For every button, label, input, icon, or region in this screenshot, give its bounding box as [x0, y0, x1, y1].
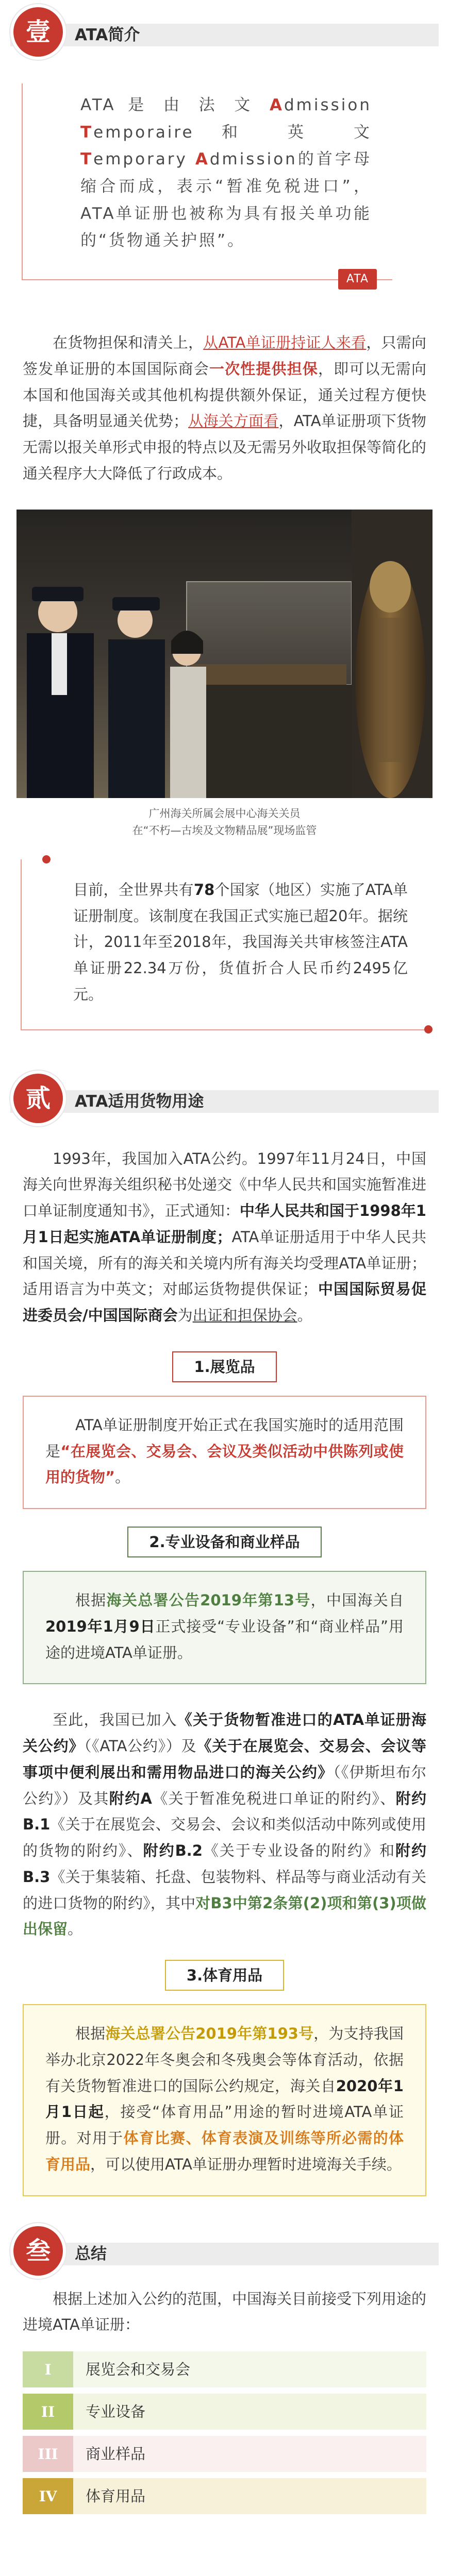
reservation-highlight: 对B3中第2条第(2)项和第(3)项做出保留: [23, 1894, 426, 1938]
equipment-box: [23, 1571, 426, 1684]
bold-text: 附约B.3: [23, 1842, 426, 1886]
customs-officers-photo: [16, 510, 433, 798]
ata-intro-box: [22, 73, 392, 286]
photo-caption: [0, 805, 449, 840]
sports-box: [23, 2004, 426, 2196]
intro-capital: T: [80, 123, 94, 142]
subheading-sports-goods: [0, 1960, 449, 1991]
bold-text: 附约B.2: [143, 1842, 203, 1860]
summary-intro: 根据上述加入公约的范围，中国海关目前接受下列用途的进境ATA单证册：: [23, 2290, 427, 2334]
intro-line-1: [80, 92, 372, 255]
intro-text: dmission的首字母缩合而成，表示“暂准免税进口”，ATA单证册也被称为具有报关单功能的“货物通关护照”。: [80, 150, 372, 250]
section-title: 总结: [75, 2244, 107, 2263]
section-title: ATA适用货物用途: [75, 1092, 204, 1111]
text: 至此，我国已加入: [53, 1711, 177, 1729]
intro-text: dmission: [284, 96, 372, 114]
text: 在货物担保和清关上，: [53, 334, 204, 352]
text: 。: [297, 1307, 312, 1325]
text: ，可以使用ATA单证册办理暂时进境海关手续。: [90, 2155, 402, 2173]
highlight-underline: 从ATA单证册持证人来看: [203, 334, 367, 352]
intro-text: ATA 是 由 法 文: [80, 96, 270, 114]
accession-paragraph: [0, 1146, 449, 1329]
text: ，其中: [150, 1894, 196, 1912]
subheading-label: 1.展览品: [172, 1351, 276, 1382]
summary-item-label: 体育用品: [73, 2478, 426, 2514]
text: （《ATA公约》）及: [84, 1737, 197, 1755]
statistics-text: [73, 877, 408, 1008]
summary-item-label: 专业设备: [73, 2394, 426, 2430]
text: 个国家（地区）实施了ATA单证册制度。该制度在我国正式实施已超20年。据统计，2011年至2018年，我国海关共审核签注ATA单证册22.34万份，货值折合人民币约2495亿元。: [73, 880, 408, 1003]
text: 。: [68, 1920, 83, 1938]
intro-text: 和 英 文: [194, 123, 372, 142]
highlight-bold: “在展览会、交易会、会议及类似活动中供陈列或使用的货物”: [45, 1442, 404, 1486]
bold-date: 2019年1月9日: [45, 1617, 156, 1635]
announcement-ref: 海关总署公告2019年第13号: [106, 1591, 311, 1609]
section-header-3: [0, 2219, 449, 2281]
section-badge: 贰: [13, 1074, 63, 1123]
subheading-exhibits: [0, 1351, 449, 1382]
summary-item-number: I: [23, 2351, 73, 2387]
summary-item-number: IV: [23, 2478, 73, 2514]
text: ，中国海关自: [310, 1591, 404, 1609]
text: 《关于暂准免税进口单证的附约》、: [152, 1789, 396, 1807]
intro-capital: A: [195, 150, 210, 169]
guarantee-paragraph: [0, 330, 449, 487]
summary-list-item: [23, 2394, 426, 2430]
decorative-dot: [424, 1025, 433, 1033]
summary-item-label: 展览会和交易会: [73, 2351, 426, 2387]
caption-line: 在“不朽—古埃及文物精品展”现场监管: [132, 824, 317, 837]
subheading-equipment-samples: [0, 1527, 449, 1557]
text: ATA单证册适用于中华人民共和国关境，所有的海关和关境内所有海关均受理ATA单证册；适用语言为中英文；对邮运货物提供保证；: [23, 1228, 426, 1298]
exhibits-box: [23, 1396, 426, 1509]
summary-list-item: [23, 2478, 426, 2514]
text: 根据: [75, 1591, 107, 1609]
underline-text: 出证和担保协会: [192, 1307, 297, 1325]
text: ，只需向签发单证册的本国国际商会: [23, 334, 426, 378]
intro-text: emporaire: [93, 123, 194, 142]
text: 《关于集装箱、托盘、包装物料、样品等与商业活动有关的进口货物的附约》: [23, 1868, 426, 1912]
section-header-1: [0, 0, 449, 62]
summary-list: [23, 2351, 426, 2514]
text: ，ATA单证册项下货物无需以报关单形式申报的特点以及无需另外收取担保等简化的通关程序大大降低了行政成本。: [23, 412, 427, 482]
text: ，为支持我国举办北京2022年冬奥会和冬残奥会等体育活动，依据有关货物暂准进口的国际公约规定，海关自: [45, 2025, 404, 2095]
summary-list-item: [23, 2351, 426, 2387]
summary-item-number: II: [23, 2394, 73, 2430]
bold-text: 《关于货物暂准进口的ATA单证册海关公约》: [23, 1711, 426, 1755]
text: 《关于专业设备的附约》和: [202, 1842, 395, 1860]
text: ，接受“体育用品”用途的暂时进境ATA单证册。对用于: [45, 2103, 404, 2147]
text: 1993年，我国加入ATA公约。1997年11月24日，中国海关向世界海关组织秘书处递交《中华人民共和国实施暂准进口单证制度通知书》，正式通知：: [23, 1149, 427, 1220]
section-badge: 叁: [13, 2226, 63, 2276]
text: 根据: [75, 2025, 106, 2043]
bold-text: 中国国际贸易促进委员会/中国国际商会: [23, 1280, 426, 1325]
photo-illustration: [16, 510, 433, 798]
summary-list-item: [23, 2436, 426, 2472]
announcement-ref: 海关总署公告2019年第193号: [105, 2025, 314, 2043]
intro-capital: A: [269, 96, 284, 114]
bold-date: 2020年1月1日起: [45, 2077, 404, 2121]
bold-text: 《关于在展览会、交易会、会议等事项中便利展出和需用物品进口的海关公约》: [23, 1737, 426, 1781]
bold-text: 附约B.1: [23, 1789, 426, 1834]
highlight-underline: 从海关方面看: [188, 412, 279, 430]
statistics-box: [21, 859, 428, 1030]
intro-capital: T: [80, 150, 94, 169]
subheading-label: 3.体育用品: [165, 1960, 284, 1991]
summary-item-number: III: [23, 2436, 73, 2472]
text: （《伊斯坦布尔公约》）及其: [23, 1763, 426, 1807]
caption-line: 广州海关所属会展中心海关关员: [148, 807, 301, 820]
text: 正式接受“专业设备”和“商业样品”用途的进境ATA单证册。: [45, 1617, 404, 1662]
summary-item-label: 商业样品: [73, 2436, 426, 2472]
section-title: ATA简介: [75, 26, 140, 44]
text: 目前，全世界共有: [73, 880, 194, 899]
highlight-bold: 体育比赛、体育表演及训练等所必需的体育用品: [45, 2129, 404, 2173]
text: 。: [115, 1468, 130, 1486]
section-header-2: [0, 1066, 449, 1128]
text: ，即可以无需向本国和他国海关或其他机构提供额外保证，通关过程方便快捷，具备明显通关优势；: [23, 360, 426, 430]
bold-text: 中华人民共和国于1998年1月1日起实施ATA单证册制度；: [23, 1202, 426, 1246]
highlight-bold: 一次性提供担保: [209, 360, 319, 378]
decorative-dot: [42, 855, 51, 863]
text: 《关于在展览会、交易会、会议和类似活动中陈列或使用的货物的附约》、: [23, 1816, 426, 1860]
subheading-label: 2.专业设备和商业样品: [127, 1527, 321, 1557]
bold-text: 附约A: [109, 1789, 152, 1807]
text: ATA单证册制度开始正式在我国实施时的适用范围是: [45, 1416, 404, 1460]
text: 为: [177, 1307, 193, 1325]
country-count: 78: [193, 880, 215, 899]
ata-tag: ATA: [338, 269, 377, 290]
intro-text: emporary: [93, 150, 188, 169]
conventions-paragraph: [0, 1707, 449, 1942]
section-badge: 壹: [13, 7, 63, 57]
